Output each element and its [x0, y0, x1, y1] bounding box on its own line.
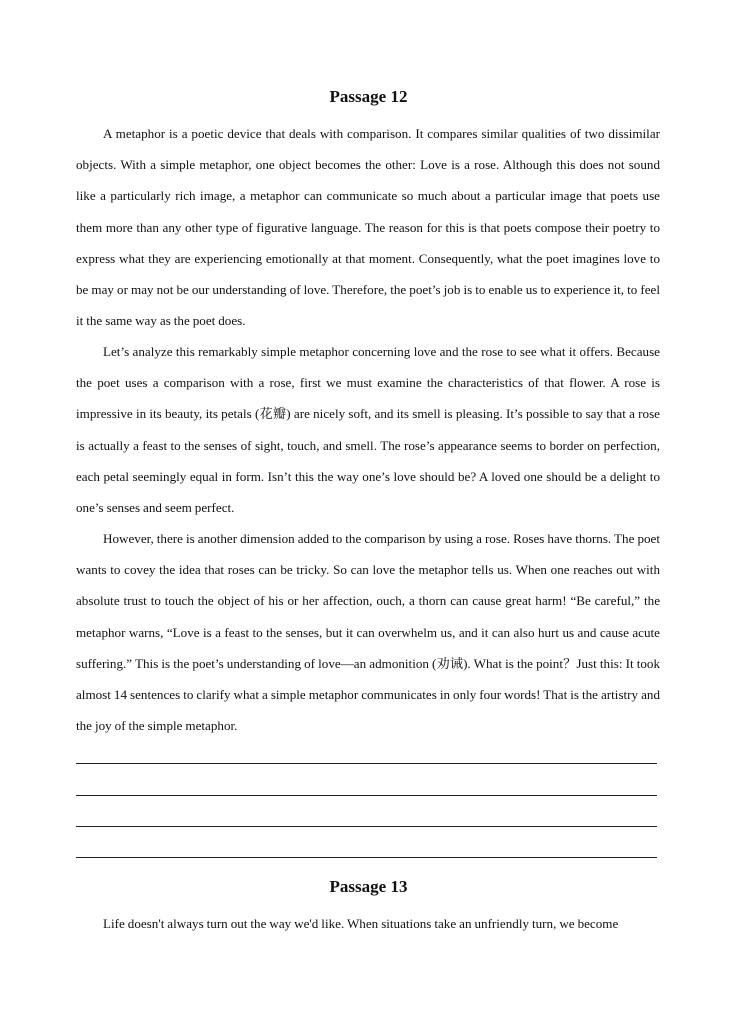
passage-12-paragraph-3: However, there is another dimension added to the comparison by using a rose. Roses have thorns. The poet wants to covey the idea that roses can be tricky. So can love the metaphor tells us. When one reaches out with absolute trust to touch the object of his or her affection, ouch, a thorn can cause great harm! “Be careful,” the metaphor warns, “Love is a feast to the senses, but it can overwhelm us, and it can also hurt us and cause acute suffering.” This is the poet’s understanding of love—an admonition (劝诫). What is the point？Just this: It took almost 14 sentences to clarify what a simple metaphor communicates in only four words! That is the artistry and the joy of the simple metaphor. [76, 531, 660, 734]
passage-13-title: Passage 13 [329, 877, 408, 896]
passage-13-paragraph-1: Life doesn't always turn out the way we'd like. When situations take an unfriendly turn, we become [103, 916, 619, 931]
answer-line-3 [76, 826, 657, 827]
answer-line-4 [76, 857, 657, 858]
answer-line-1 [76, 763, 657, 764]
passage-12-paragraph-2: Let’s analyze this remarkably simple metaphor concerning love and the rose to see what it offers. Because the poet uses a comparison with a rose, first we must examine the characteristics of that flower. A rose is impressive in its beauty, its petals (花瓣) are nicely soft, and its smell is pleasing. It’s possible to say that a rose is actually a feast to the senses of sight, touch, and smell. The rose’s appearance seems to border on perfection, each petal seemingly equal in form. Isn’t this the way one’s love should be? A loved one should be a delight to one’s senses and seem perfect. [76, 344, 660, 516]
passage-12-paragraph-1: A metaphor is a poetic device that deals with comparison. It compares similar qualities of two dissimilar objects. With a simple metaphor, one object becomes the other: Love is a rose. Although this does not sound like a particularly rich image, a metaphor can communicate so much about a particular image that poets use them more than any other type of figurative language. The reason for this is that poets compose their poetry to express what they are experiencing emotionally at that moment. Consequently, what the poet imagines love to be may or may not be our understanding of love. Therefore, the poet’s job is to enable us to experience it, to feel it the same way as the poet does. [76, 126, 660, 329]
answer-line-2 [76, 795, 657, 796]
passage-12-title: Passage 12 [329, 87, 408, 106]
